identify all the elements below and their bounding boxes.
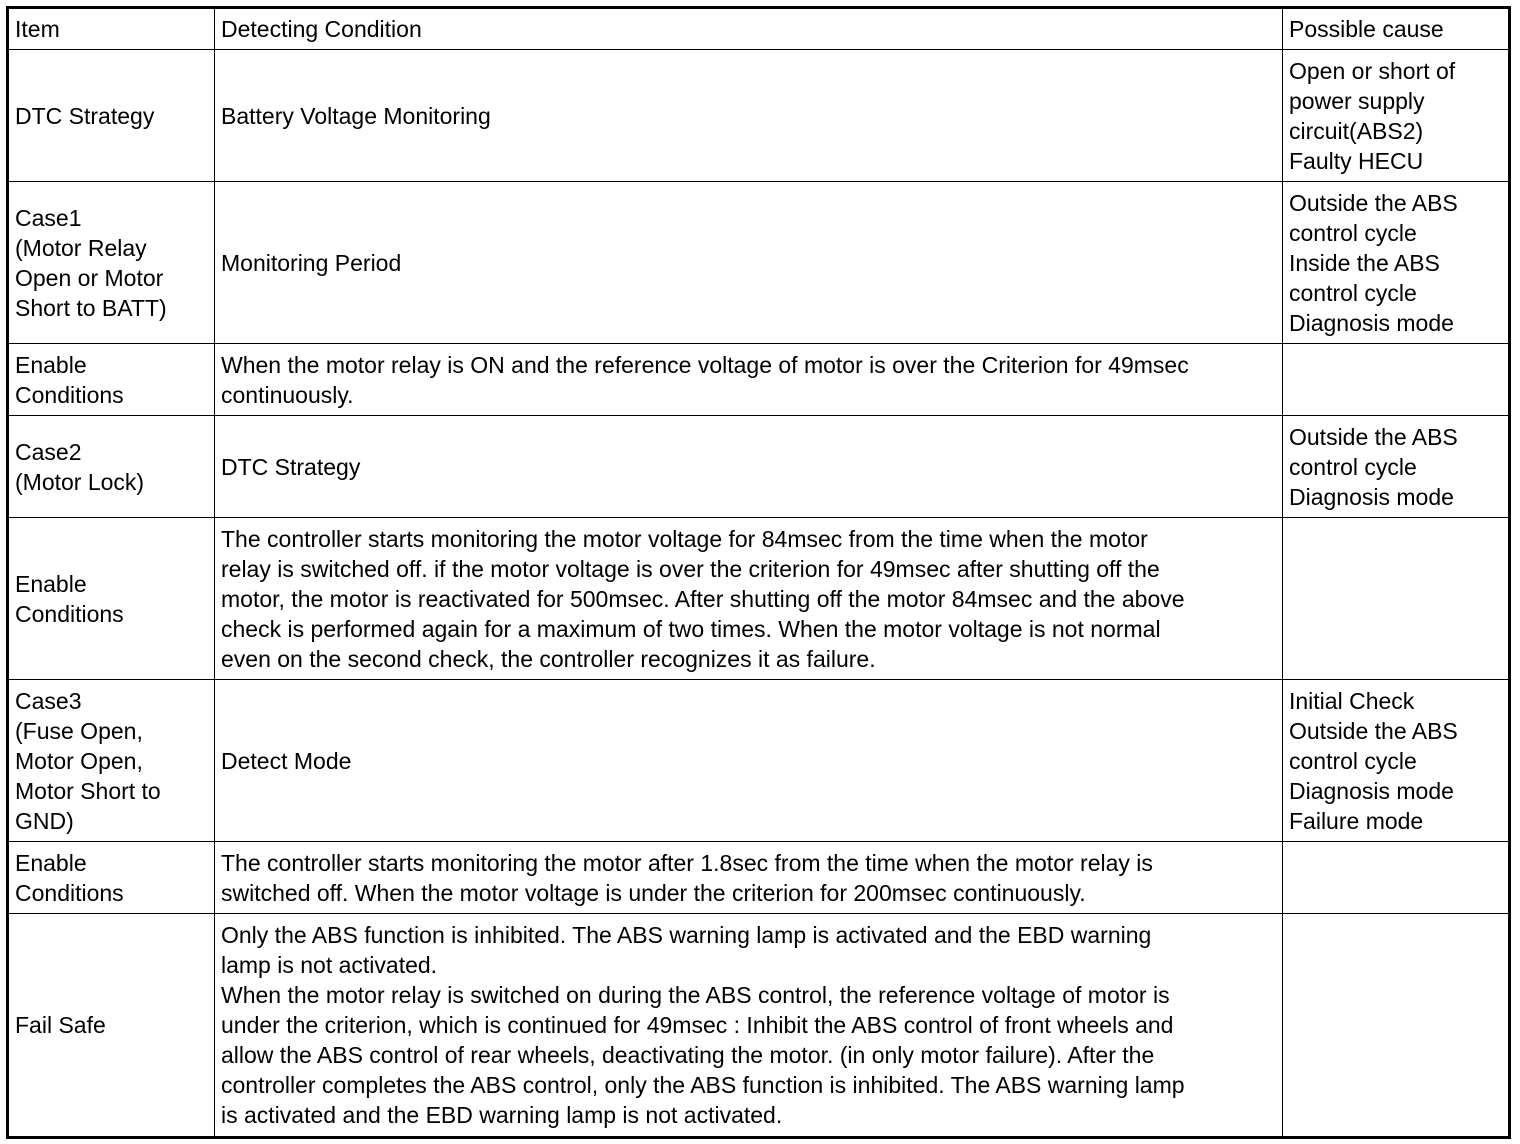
cause-cell: Open or short of power supply circuit(ABS2) Faulty HECU (1283, 50, 1510, 182)
diagnostic-table (6, 6, 1511, 1139)
condition-cell: Monitoring Period (215, 182, 1283, 344)
item-cell: DTC Strategy (8, 50, 215, 182)
table-row (8, 518, 1510, 680)
item-cell: Case1 (Motor Relay Open or Motor Short to BATT) (8, 182, 215, 344)
item-cell: Enable Conditions (8, 518, 215, 680)
item-cell: Enable Conditions (8, 344, 215, 416)
cause-cell: Outside the ABS control cycle Diagnosis mode (1283, 416, 1510, 518)
cause-cell: Outside the ABS control cycle Inside the ABS control cycle Diagnosis mode (1283, 182, 1510, 344)
cause-cell (1283, 344, 1510, 416)
condition-cell: Only the ABS function is inhibited. The ABS warning lamp is activated and the EBD warning lamp is not activated. When the motor relay is switched on during the ABS control, the reference voltage of motor is under the criterion, which is continued for 49msec : Inhibit the ABS control of front wheels and allow the ABS control of rear wheels, deactivating the motor. (in only motor failure). After the controller completes the ABS control, only the ABS function is inhibited. The ABS warning lamp is activated and the EBD warning lamp is not activated. (215, 914, 1283, 1138)
table-header-row (8, 8, 1510, 50)
header-detecting-condition: Detecting Condition (215, 8, 1283, 50)
table-row (8, 344, 1510, 416)
condition-cell: The controller starts monitoring the motor after 1.8sec from the time when the motor relay is switched off. When the motor voltage is under the criterion for 200msec continuously. (215, 842, 1283, 914)
table-row (8, 842, 1510, 914)
header-item: Item (8, 8, 215, 50)
table-row (8, 416, 1510, 518)
cause-cell (1283, 842, 1510, 914)
condition-cell: The controller starts monitoring the motor voltage for 84msec from the time when the motor relay is switched off. if the motor voltage is over the criterion for 49msec after shutting off the motor, the motor is reactivated for 500msec. After shutting off the motor 84msec and the above check is performed again for a maximum of two times. When the motor voltage is not normal even on the second check, the controller recognizes it as failure. (215, 518, 1283, 680)
table-row (8, 182, 1510, 344)
item-cell: Case2 (Motor Lock) (8, 416, 215, 518)
condition-cell: When the motor relay is ON and the reference voltage of motor is over the Criterion for 49msec continuously. (215, 344, 1283, 416)
condition-cell: Detect Mode (215, 680, 1283, 842)
cause-cell (1283, 914, 1510, 1138)
condition-cell: DTC Strategy (215, 416, 1283, 518)
table-row (8, 680, 1510, 842)
header-possible-cause: Possible cause (1283, 8, 1510, 50)
table-row (8, 50, 1510, 182)
item-cell: Case3 (Fuse Open, Motor Open, Motor Short to GND) (8, 680, 215, 842)
cause-cell (1283, 518, 1510, 680)
condition-cell: Battery Voltage Monitoring (215, 50, 1283, 182)
cause-cell: Initial Check Outside the ABS control cycle Diagnosis mode Failure mode (1283, 680, 1510, 842)
item-cell: Enable Conditions (8, 842, 215, 914)
table-row (8, 914, 1510, 1138)
item-cell: Fail Safe (8, 914, 215, 1138)
